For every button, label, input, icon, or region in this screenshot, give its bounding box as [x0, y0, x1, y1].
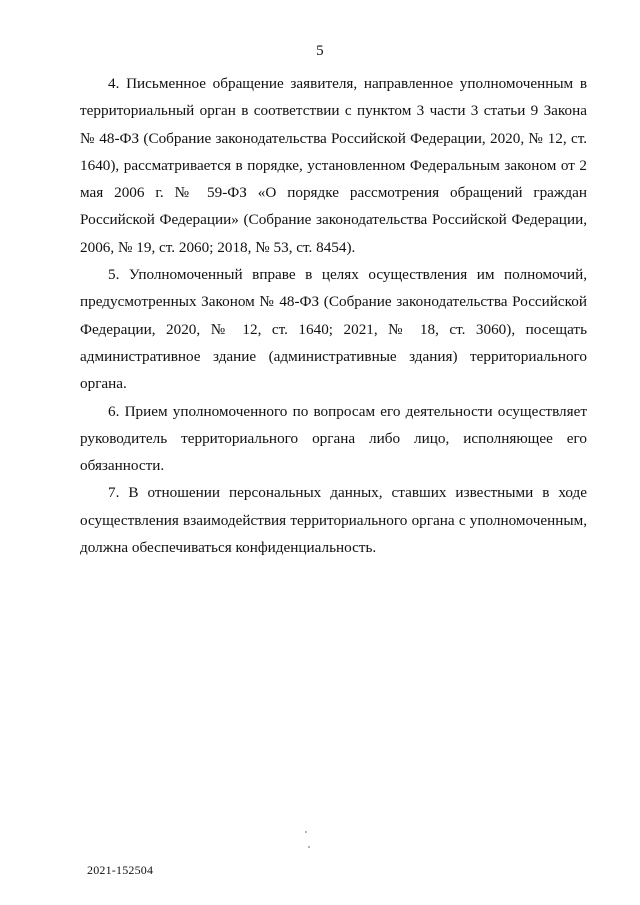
paragraph-6: 6. Прием уполномоченного по вопросам его деятельности осуществляет руководитель территориального органа либо лицо, исполняющее его обязанности. [80, 402, 587, 475]
paragraph-4: 4. Письменное обращение заявителя, направленное уполномоченным в территориальный орган в соответствии с пунктом 3 части 3 статьи 9 Закона № 48-ФЗ (Собрание законодательства Российской Федерации, 2020, № 12, ст. 1640), рассматривается в порядке, установленном Федеральным законом от 2 мая 2006 г. № 59-ФЗ «О порядке рассмотрения обращений граждан Российской Федерации» (Собрание законодательства Российской Федерации, 2006, № 19, ст. 2060; 2018, № 53, ст. 8454). [80, 75, 587, 256]
scan-speck [305, 831, 307, 833]
paragraph-5: 5. Уполномоченный вправе в целях осуществления им полномочий, предусмотренных Законом № 48-ФЗ (Собрание законодательства Российской Федерации, 2020, № 12, ст. 1640; 2021, № 18, ст. 3060), посещать административное здание (административные здания) территориального органа. [80, 266, 587, 393]
document-body [80, 70, 587, 561]
document-code: 2021-152504 [87, 863, 154, 877]
scan-speck [308, 846, 310, 848]
paragraph-7: 7. В отношении персональных данных, ставших известными в ходе осуществления взаимодействия территориального органа с уполномоченным, должна обеспечиваться конфиденциальность. [80, 484, 587, 557]
page-number: 5 [316, 43, 324, 59]
